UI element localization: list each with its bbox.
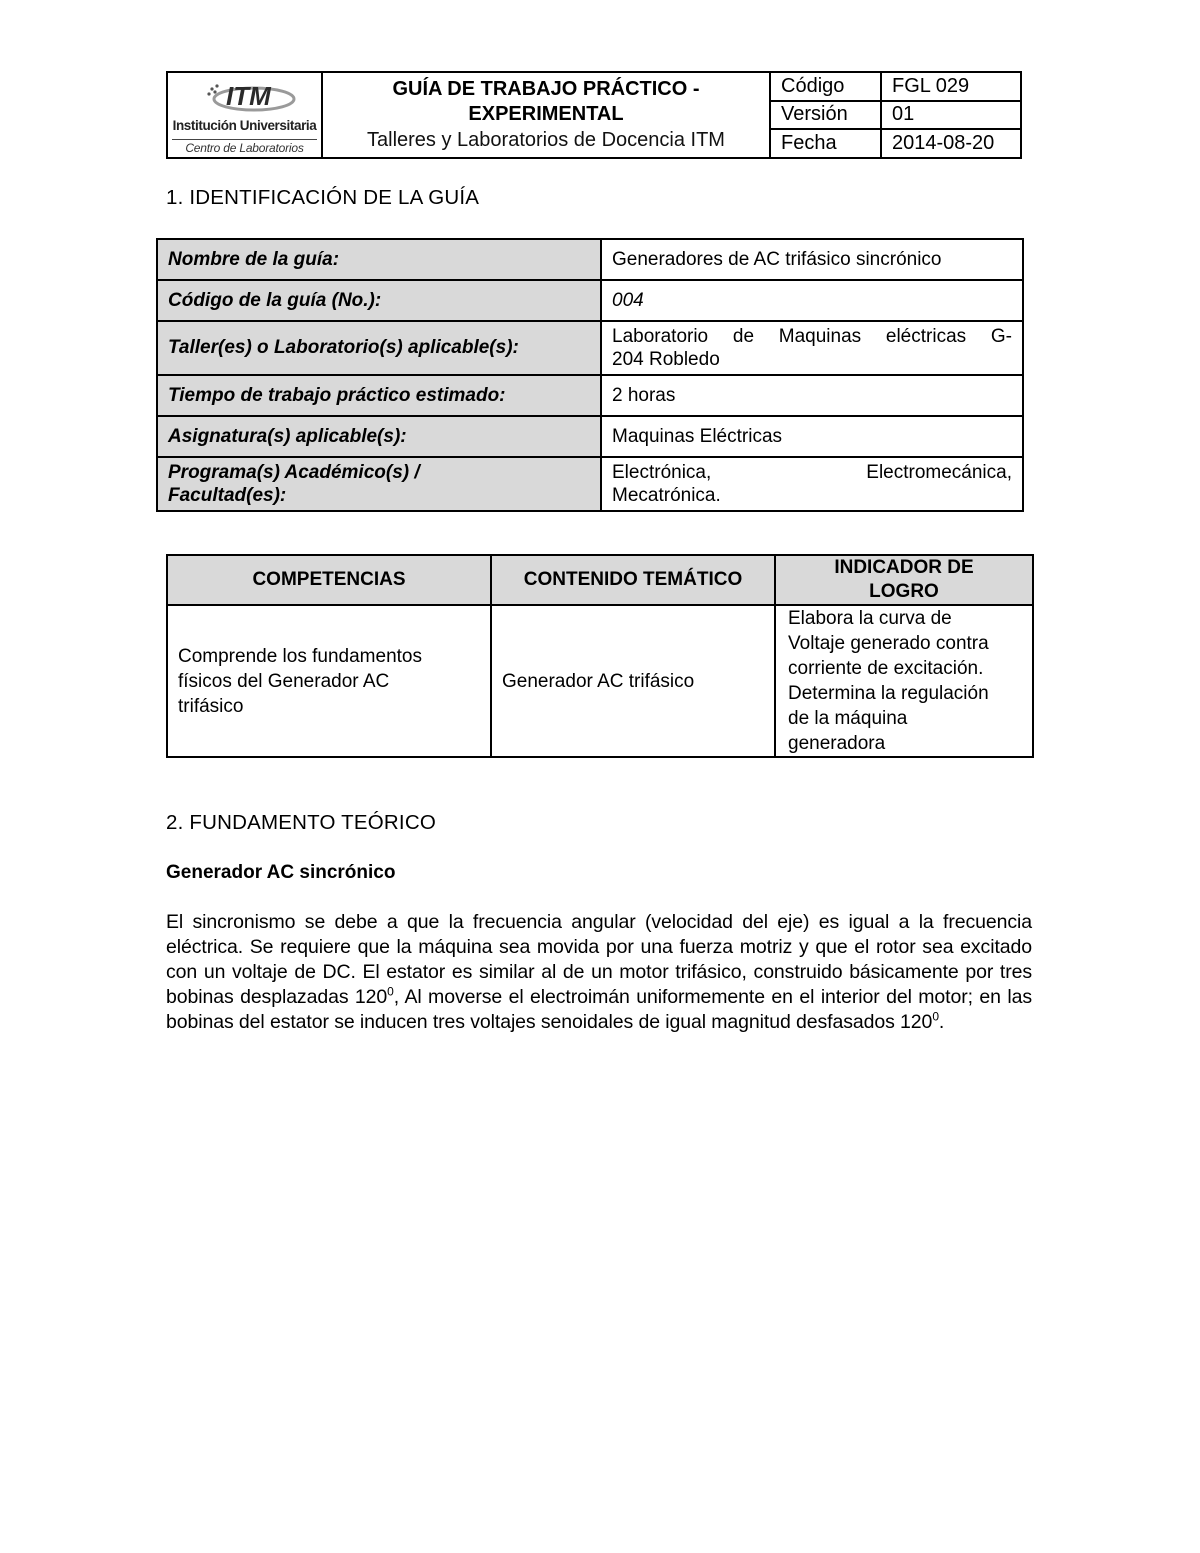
- table-row: [157, 375, 1023, 416]
- value-programa-line1: Electrónica, Electromecánica,: [612, 462, 1012, 483]
- meta-key-fecha: Fecha: [770, 129, 881, 158]
- paragraph-text-end: .: [938, 1011, 945, 1033]
- header-contenido: CONTENIDO TEMÁTICO: [491, 555, 775, 605]
- table-row: [157, 321, 1023, 375]
- logo-center-text: Centro de Laboratorios: [172, 139, 317, 156]
- competencia-line: físicos del Generador AC: [178, 670, 390, 692]
- logo-cell: [167, 72, 322, 158]
- section2-title: 2. FUNDAMENTO TEÓRICO: [166, 811, 436, 834]
- logo-institution-text: Institución Universitaria: [172, 118, 317, 133]
- value-tiempo: 2 horas: [601, 375, 1023, 416]
- value-laboratorio: [601, 321, 1023, 375]
- meta-key-codigo: Código: [770, 72, 881, 101]
- degree-superscript: 0: [387, 984, 394, 999]
- label-laboratorio: Taller(es) o Laboratorio(s) aplicable(s):: [157, 321, 601, 375]
- label-asignatura: Asignatura(s) aplicable(s):: [157, 416, 601, 457]
- header-title-cell: [322, 72, 770, 158]
- identification-table: [156, 238, 1024, 512]
- itm-logo-icon: [204, 77, 296, 113]
- meta-value-codigo: FGL 029: [881, 72, 1021, 101]
- indicador-line: Voltaje generado contra: [788, 633, 989, 654]
- value-nombre: Generadores de AC trifásico sincrónico: [601, 239, 1023, 280]
- meta-key-version: Versión: [770, 101, 881, 130]
- section2-paragraph: [166, 910, 1032, 1035]
- section1-title: 1. IDENTIFICACIÓN DE LA GUÍA: [166, 186, 480, 209]
- indicador-line: corriente de excitación.: [788, 658, 984, 679]
- svg-text:ITM: ITM: [226, 81, 271, 111]
- section2-subtitle: Generador AC sincrónico: [166, 862, 396, 883]
- label-codigo-guia: Código de la guía (No.):: [157, 280, 601, 321]
- cell-competencia: [167, 605, 491, 757]
- indicador-line: Determina la regulación: [788, 683, 989, 704]
- competencias-table: [166, 554, 1034, 758]
- header-indicador-line1: INDICADOR DE: [834, 557, 974, 578]
- competencia-line: Comprende los fundamentos: [178, 645, 422, 667]
- value-codigo-guia: 004: [601, 280, 1023, 321]
- value-programa: [601, 457, 1023, 511]
- table-header-row: [167, 555, 1033, 605]
- table-row: [157, 280, 1023, 321]
- label-programa-line2: Facultad(es):: [168, 485, 287, 506]
- label-tiempo: Tiempo de trabajo práctico estimado:: [157, 375, 601, 416]
- document-subtitle: Talleres y Laboratorios de Docencia ITM: [367, 129, 725, 151]
- document-title-line2: EXPERIMENTAL: [468, 103, 624, 125]
- value-laboratorio-line2: 204 Robledo: [612, 349, 720, 370]
- value-programa-line2: Mecatrónica.: [612, 485, 721, 506]
- itm-logo: [168, 73, 321, 157]
- table-row: [157, 239, 1023, 280]
- meta-value-version: 01: [881, 101, 1021, 130]
- header-indicador-line2: LOGRO: [869, 581, 939, 602]
- paragraph-text-part2: , Al moverse el electroimán uniformemente en el interior del motor; en las bobinas del estator se inducen tres voltajes senoidales de igual magnitud desfasados 120: [166, 986, 1032, 1033]
- document-header: [166, 71, 1022, 159]
- table-row: [157, 457, 1023, 511]
- value-laboratorio-line1: Laboratorio de Maquinas eléctricas G-: [612, 326, 1012, 347]
- cell-contenido: Generador AC trifásico: [491, 605, 775, 757]
- header-competencias: COMPETENCIAS: [167, 555, 491, 605]
- header-indicador: [775, 555, 1033, 605]
- cell-indicador: [775, 605, 1033, 757]
- paragraph-text-part1: El sincronismo se debe a que la frecuencia angular (velocidad del eje) es igual a la frecuencia eléctrica. Se requiere que la máquina sea movida por una fuerza motriz y que el rotor sea excitado con un voltaje de DC. El estator es similar al de un motor trifásico, construido básicamente por tres bobinas desplazadas 120: [166, 911, 1032, 1008]
- label-nombre: Nombre de la guía:: [157, 239, 601, 280]
- value-asignatura: Maquinas Eléctricas: [601, 416, 1023, 457]
- competencia-line: trifásico: [178, 695, 244, 717]
- table-row: [167, 605, 1033, 757]
- meta-value-fecha: 2014-08-20: [881, 129, 1021, 158]
- degree-superscript: 0: [932, 1009, 939, 1024]
- document-title-line1: GUÍA DE TRABAJO PRÁCTICO -: [392, 78, 700, 100]
- label-programa: [157, 457, 601, 511]
- indicador-line: generadora: [788, 733, 886, 754]
- indicador-line: de la máquina: [788, 708, 908, 729]
- label-programa-line1: Programa(s) Académico(s) /: [168, 462, 420, 483]
- table-row: [157, 416, 1023, 457]
- indicador-line: Elabora la curva de: [788, 608, 952, 629]
